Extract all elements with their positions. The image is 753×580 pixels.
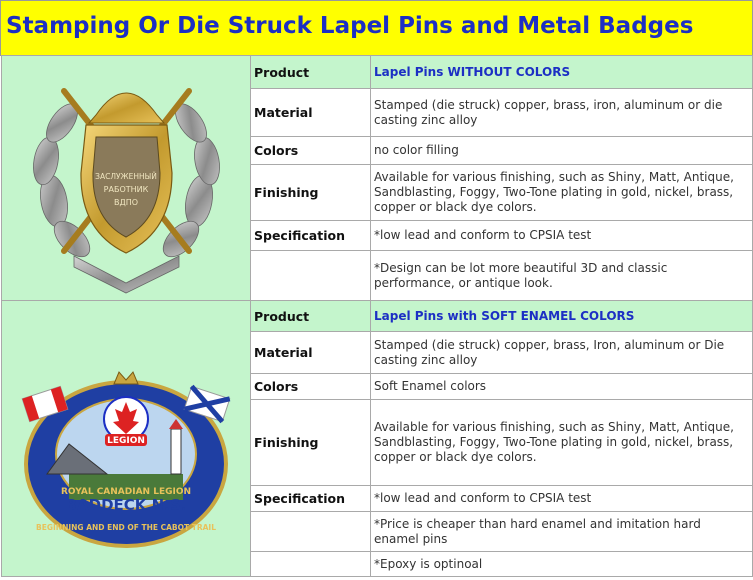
row-label xyxy=(251,552,371,577)
row-value: Soft Enamel colors xyxy=(371,374,753,400)
row-value: *low lead and conform to CPSIA test xyxy=(371,221,753,251)
row-value: *Epoxy is optinoal xyxy=(371,552,753,577)
helmet-shape xyxy=(89,93,164,123)
row-label: Finishing xyxy=(251,165,371,221)
row-value: *Design can be lot more beautiful 3D and classic performance, or antique look. xyxy=(371,251,753,301)
pin-text-line: ВДПО xyxy=(113,197,138,207)
pin-text-line: ROYAL CANADIAN LEGION xyxy=(60,486,191,497)
row-label: Specification xyxy=(251,221,371,251)
row-value: Available for various finishing, such as Shiny, Matt, Antique, Sandblasting, Foggy, Two-Tone plating in gold, nickel, brass, copper or black dye colors. xyxy=(371,165,753,221)
pin-text-line: ЗАСЛУЖЕННЫЙ xyxy=(94,171,157,181)
pin-text-line: BADDECK N.S. xyxy=(65,495,186,514)
row-label: Colors xyxy=(251,374,371,400)
row-label xyxy=(251,512,371,552)
table-row xyxy=(2,301,753,332)
pin-image-cell xyxy=(2,301,251,577)
row-value: *Price is cheaper than hard enamel and imitation hard enamel pins xyxy=(371,512,753,552)
row-label: Finishing xyxy=(251,400,371,486)
row-label: Material xyxy=(251,332,371,374)
firefighter-badge-image xyxy=(14,61,239,296)
legion-pin-image xyxy=(9,324,244,554)
row-value: Available for various finishing, such as Shiny, Matt, Antique, Sandblasting, Foggy, Two-Tone plating in gold, nickel, brass, copper or black dye colors. xyxy=(371,400,753,486)
row-label: Colors xyxy=(251,137,371,165)
row-label: Product xyxy=(251,56,371,89)
row-label xyxy=(251,251,371,301)
row-value: Stamped (die struck) copper, brass, iron, aluminum or die casting zinc alloy xyxy=(371,89,753,137)
row-value: Lapel Pins with SOFT ENAMEL COLORS xyxy=(371,301,753,332)
row-label: Product xyxy=(251,301,371,332)
row-value: Stamped (die struck) copper, brass, Iron, aluminum or Die casting zinc alloy xyxy=(371,332,753,374)
pin-image-cell xyxy=(2,56,251,301)
row-value: *low lead and conform to CPSIA test xyxy=(371,486,753,512)
pin-text-line: РАБОТНИК xyxy=(103,184,148,194)
pin-text-line: BEGINNING AND END OF THE CABOT TRAIL xyxy=(35,522,216,532)
title-banner xyxy=(0,0,753,56)
spec-table xyxy=(1,55,753,577)
pin-text-line: LEGION xyxy=(106,435,145,446)
row-label: Specification xyxy=(251,486,371,512)
row-label: Material xyxy=(251,89,371,137)
row-value: no color filling xyxy=(371,137,753,165)
row-value: Lapel Pins WITHOUT COLORS xyxy=(371,56,753,89)
page-title: Stamping Or Die Struck Lapel Pins and Metal Badges xyxy=(6,13,694,39)
table-row xyxy=(2,56,753,89)
